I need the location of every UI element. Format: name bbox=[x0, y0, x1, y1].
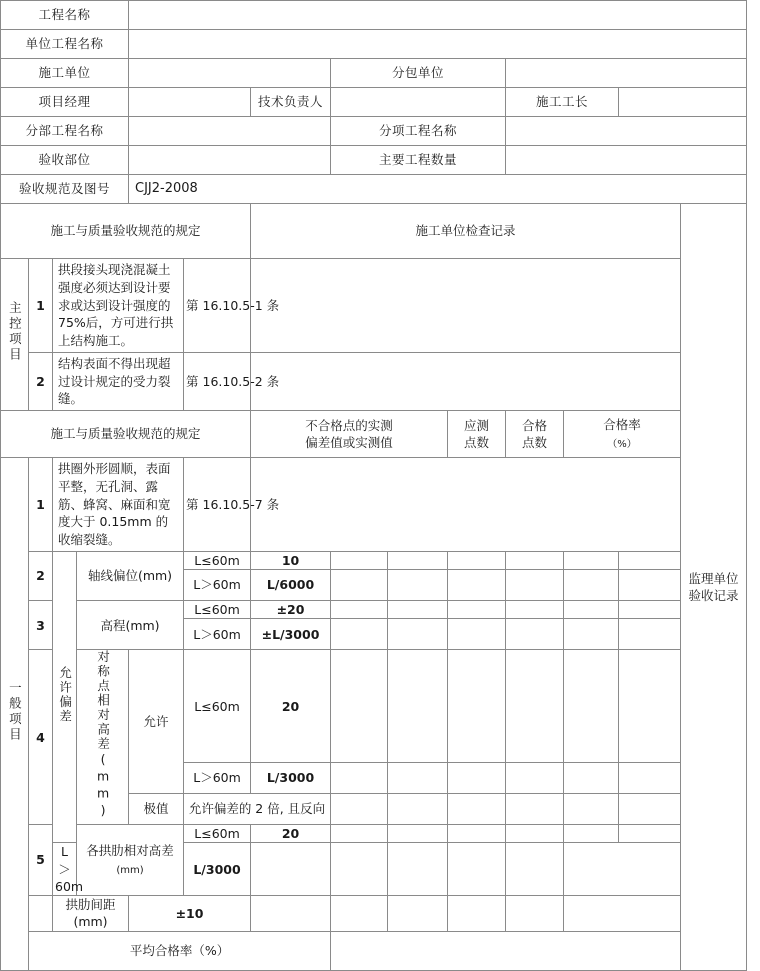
col-header-should-line2: 点数 bbox=[464, 435, 490, 450]
tolerance-group-label-text: 允许偏差 bbox=[57, 665, 73, 724]
col-header-pass-rate bbox=[564, 411, 681, 458]
item-name: 轴线偏位(mm) bbox=[77, 551, 184, 600]
header-row-project-name bbox=[1, 1, 747, 30]
pass-rate-cell[interactable] bbox=[564, 843, 681, 896]
field-technical-director[interactable] bbox=[331, 88, 506, 117]
pass-rate-cell[interactable] bbox=[619, 794, 747, 825]
pass-points-cell[interactable] bbox=[506, 896, 564, 932]
pass-points-cell[interactable] bbox=[564, 825, 619, 843]
field-standard-code[interactable]: CJJ2-2008 bbox=[129, 175, 747, 204]
tolerance-group-label bbox=[53, 551, 77, 843]
should-points-cell[interactable] bbox=[506, 570, 564, 601]
tolerance-value: 20 bbox=[251, 825, 331, 843]
should-points-cell[interactable] bbox=[506, 794, 564, 825]
field-main-quantity[interactable] bbox=[506, 146, 747, 175]
pass-rate-cell[interactable] bbox=[619, 551, 747, 569]
pass-points-cell[interactable] bbox=[564, 619, 619, 650]
should-points-cell[interactable] bbox=[506, 619, 564, 650]
item-record-cell[interactable] bbox=[251, 352, 681, 410]
pass-points-cell[interactable] bbox=[564, 601, 619, 619]
deviation-cell[interactable] bbox=[331, 763, 388, 794]
item-name: 拱肋间距(mm) bbox=[53, 896, 129, 932]
item-name bbox=[77, 650, 129, 825]
field-subcontract-unit[interactable] bbox=[506, 59, 747, 88]
extreme-value: 允许偏差的 2 倍, 且反向 bbox=[184, 794, 331, 825]
average-pass-rate-value[interactable] bbox=[331, 931, 747, 970]
should-points-cell[interactable] bbox=[506, 650, 564, 763]
header-row-standard-code bbox=[1, 175, 747, 204]
col-header-construction-record: 施工单位检查记录 bbox=[251, 204, 681, 259]
deviation-cell[interactable] bbox=[331, 794, 388, 825]
section2-column-headers bbox=[1, 411, 747, 458]
item-spec-text-value: 拱圈外形圆顺，表面平整，无孔洞、露筋、蜂窝、麻面和宽度大于 0.15mm 的收缩裂缝。 bbox=[58, 461, 171, 547]
pass-points-cell[interactable] bbox=[564, 763, 619, 794]
pass-rate-cell[interactable] bbox=[619, 825, 747, 843]
field-project-name[interactable] bbox=[129, 1, 747, 30]
item-spec-text-value: 结构表面不得出现超过设计规定的受力裂缝。 bbox=[58, 355, 171, 407]
section2-item-row-2a bbox=[1, 551, 747, 569]
col-header-should-line1: 应测 bbox=[464, 417, 490, 433]
tolerance-value: L/3000 bbox=[251, 763, 331, 794]
item-spec-text-value: 拱段接头现浇混凝土强度必须达到设计要求或达到设计强度的75%后，方可进行拱上结构施工。 bbox=[58, 262, 174, 348]
col-header-spec-1: 施工与质量验收规范的规定 bbox=[1, 204, 251, 259]
deviation-cell[interactable] bbox=[331, 551, 388, 569]
should-points-cell[interactable] bbox=[506, 551, 564, 569]
should-points-cell[interactable] bbox=[506, 825, 564, 843]
should-points-cell[interactable] bbox=[506, 763, 564, 794]
field-project-manager[interactable] bbox=[129, 88, 251, 117]
item-no: 2 bbox=[29, 551, 53, 600]
deviation-cell[interactable] bbox=[388, 650, 448, 763]
item-name: 高程(mm) bbox=[77, 601, 184, 650]
average-pass-rate-row bbox=[1, 931, 747, 970]
col-header-should-points bbox=[448, 411, 506, 458]
deviation-cell[interactable] bbox=[448, 619, 506, 650]
condition-label: L＞60m bbox=[53, 843, 77, 896]
label-technical-director: 技术负责人 bbox=[251, 88, 331, 117]
col-header-pass-line1: 合格 bbox=[522, 417, 548, 433]
deviation-cell[interactable] bbox=[251, 896, 331, 932]
item-no: 1 bbox=[29, 259, 53, 353]
tolerance-value: ±L/3000 bbox=[251, 619, 331, 650]
section2-item-row-1 bbox=[1, 458, 747, 552]
col-header-deviation-line1: 不合格点的实测 bbox=[305, 417, 393, 433]
label-division-project-name: 分部工程名称 bbox=[1, 117, 129, 146]
deviation-cell[interactable] bbox=[448, 794, 506, 825]
sub-label-extreme: 极值 bbox=[129, 794, 184, 825]
deviation-cell[interactable] bbox=[331, 825, 388, 843]
header-row-acceptance-part bbox=[1, 146, 747, 175]
pass-points-cell[interactable] bbox=[564, 794, 619, 825]
pass-points-cell[interactable] bbox=[564, 551, 619, 569]
item-clause: 第 16.10.5-2 条 bbox=[184, 352, 251, 410]
deviation-cell[interactable] bbox=[388, 601, 448, 619]
condition-label: L≤60m bbox=[184, 650, 251, 763]
label-main-quantity: 主要工程数量 bbox=[331, 146, 506, 175]
should-points-cell[interactable] bbox=[448, 896, 506, 932]
pass-rate-cell[interactable] bbox=[619, 763, 747, 794]
pass-points-cell[interactable] bbox=[506, 843, 564, 896]
col-header-deviation bbox=[251, 411, 448, 458]
deviation-cell[interactable] bbox=[448, 551, 506, 569]
deviation-cell[interactable] bbox=[388, 825, 448, 843]
item-name-line2: (mm) bbox=[116, 864, 144, 876]
deviation-cell[interactable] bbox=[331, 619, 388, 650]
item-no: 3 bbox=[29, 601, 53, 650]
section1-item-row-1 bbox=[1, 259, 747, 353]
condition-label: L≤60m bbox=[184, 551, 251, 569]
label-subcontract-unit: 分包单位 bbox=[331, 59, 506, 88]
deviation-cell[interactable] bbox=[331, 843, 388, 896]
header-row-unit-project-name bbox=[1, 30, 747, 59]
deviation-cell[interactable] bbox=[388, 763, 448, 794]
pass-points-cell[interactable] bbox=[564, 650, 619, 763]
item-name-line1: 各拱肋相对高差 bbox=[86, 843, 174, 859]
col-header-pass-line2: 点数 bbox=[522, 435, 548, 450]
item-spec-text bbox=[53, 352, 184, 410]
label-construction-unit: 施工单位 bbox=[1, 59, 129, 88]
item-clause: 第 16.10.5-1 条 bbox=[184, 259, 251, 353]
deviation-cell[interactable] bbox=[388, 570, 448, 601]
item-no: 4 bbox=[29, 650, 53, 825]
section2-item-row-3a bbox=[1, 601, 747, 619]
deviation-cell[interactable] bbox=[448, 650, 506, 763]
item-no: 5 bbox=[29, 825, 53, 896]
header-row-division-project-name bbox=[1, 117, 747, 146]
deviation-cell[interactable] bbox=[448, 763, 506, 794]
tolerance-value: 20 bbox=[251, 650, 331, 763]
header-row-construction-unit bbox=[1, 59, 747, 88]
pass-rate-cell[interactable] bbox=[564, 896, 681, 932]
field-subdivision-project-name[interactable] bbox=[506, 117, 747, 146]
sub-label-allow: 允许 bbox=[129, 650, 184, 794]
field-division-project-name[interactable] bbox=[129, 117, 331, 146]
deviation-cell[interactable] bbox=[388, 843, 448, 896]
monitor-label-line1: 监理单位 bbox=[688, 570, 739, 586]
condition-label: L＞60m bbox=[184, 570, 251, 601]
should-points-cell[interactable] bbox=[448, 843, 506, 896]
label-standard-code: 验收规范及图号 bbox=[1, 175, 129, 204]
deviation-cell[interactable] bbox=[388, 794, 448, 825]
section2-item-row-6 bbox=[1, 896, 747, 932]
col-header-spec-2: 施工与质量验收规范的规定 bbox=[1, 411, 251, 458]
field-construction-foreman[interactable] bbox=[619, 88, 747, 117]
deviation-cell[interactable] bbox=[331, 601, 388, 619]
tolerance-value: L/6000 bbox=[251, 570, 331, 601]
item-record-cell[interactable] bbox=[251, 259, 681, 353]
label-project-manager: 项目经理 bbox=[1, 88, 129, 117]
field-construction-unit[interactable] bbox=[129, 59, 331, 88]
item-no: 1 bbox=[29, 458, 53, 552]
item-no bbox=[29, 896, 53, 932]
deviation-cell[interactable] bbox=[448, 601, 506, 619]
monitor-label-line2: 验收记录 bbox=[688, 587, 739, 603]
deviation-cell[interactable] bbox=[448, 570, 506, 601]
condition-label: L≤60m bbox=[184, 601, 251, 619]
condition-label: L＞60m bbox=[184, 763, 251, 794]
average-pass-rate-label: 平均合格率（%） bbox=[29, 931, 331, 970]
pass-points-cell[interactable] bbox=[564, 570, 619, 601]
field-acceptance-part[interactable] bbox=[129, 146, 331, 175]
deviation-cell[interactable] bbox=[331, 570, 388, 601]
tolerance-value: ±10 bbox=[129, 896, 251, 932]
item-no: 2 bbox=[29, 352, 53, 410]
deviation-cell[interactable] bbox=[251, 843, 331, 896]
deviation-cell[interactable] bbox=[388, 551, 448, 569]
field-unit-project-name[interactable] bbox=[129, 30, 747, 59]
group-label-main-control-text: 主控项目 bbox=[7, 301, 23, 364]
group-label-general-items bbox=[1, 458, 29, 971]
label-acceptance-part: 验收部位 bbox=[1, 146, 129, 175]
pass-rate-cell[interactable] bbox=[619, 650, 747, 763]
should-points-cell[interactable] bbox=[506, 601, 564, 619]
item-name-text: 对称点相对高差(mm) bbox=[95, 650, 111, 820]
tolerance-value: ±20 bbox=[251, 601, 331, 619]
item-name bbox=[77, 825, 184, 896]
deviation-cell[interactable] bbox=[388, 896, 448, 932]
col-header-rate-line1: 合格率 bbox=[603, 417, 641, 433]
col-header-pass-points bbox=[506, 411, 564, 458]
label-construction-foreman: 施工工长 bbox=[506, 88, 619, 117]
tolerance-value: 10 bbox=[251, 551, 331, 569]
pass-rate-cell[interactable] bbox=[619, 619, 747, 650]
deviation-cell[interactable] bbox=[448, 825, 506, 843]
condition-label: L＞60m bbox=[184, 619, 251, 650]
col-header-monitor-record bbox=[681, 204, 747, 971]
col-header-deviation-line2: 偏差值或实测值 bbox=[305, 435, 393, 450]
section2-item-row-4a bbox=[1, 650, 747, 763]
condition-label: L≤60m bbox=[184, 825, 251, 843]
section1-item-row-2 bbox=[1, 352, 747, 410]
deviation-cell[interactable] bbox=[331, 650, 388, 763]
label-project-name: 工程名称 bbox=[1, 1, 129, 30]
group-label-main-control bbox=[1, 259, 29, 411]
section1-column-headers bbox=[1, 204, 747, 259]
header-row-project-manager bbox=[1, 88, 747, 117]
deviation-cell[interactable] bbox=[331, 896, 388, 932]
item-spec-text bbox=[53, 259, 184, 353]
label-unit-project-name: 单位工程名称 bbox=[1, 30, 129, 59]
item-clause: 第 16.10.5-7 条 bbox=[184, 458, 251, 552]
section2-item-row-5a bbox=[1, 825, 747, 843]
col-header-rate-line2: （%） bbox=[607, 438, 637, 450]
deviation-cell[interactable] bbox=[388, 619, 448, 650]
group-label-general-items-text: 一般项目 bbox=[7, 680, 23, 743]
item-spec-text bbox=[53, 458, 184, 552]
label-subdivision-project-name: 分项工程名称 bbox=[331, 117, 506, 146]
item-record-cell[interactable] bbox=[251, 458, 681, 552]
tolerance-value: L/3000 bbox=[184, 843, 251, 896]
